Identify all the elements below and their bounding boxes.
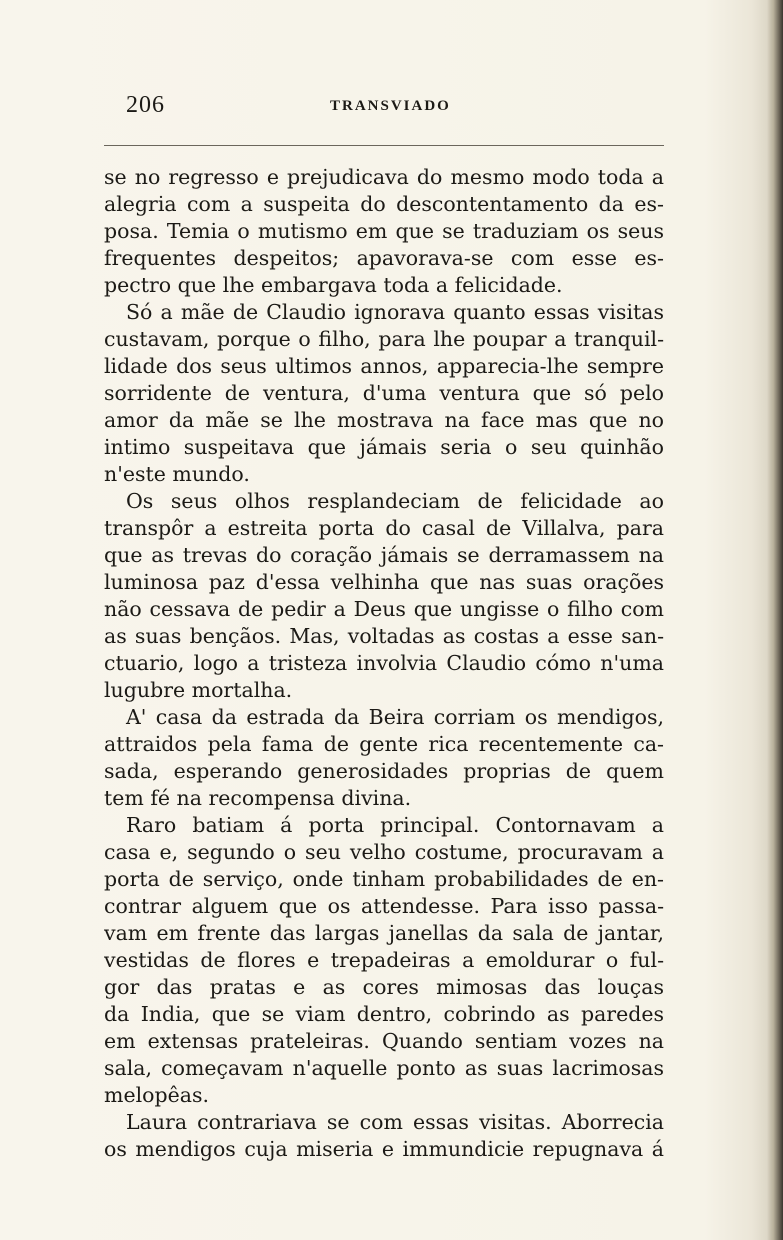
text-line: da India, que se viam dentro, cobrindo as paredes xyxy=(104,1002,664,1026)
text-line: se no regresso e prejudicava do mesmo modo toda a xyxy=(104,165,664,189)
text-line: lugubre mortalha. xyxy=(104,678,293,702)
running-title: TRANSVIADO xyxy=(330,98,451,114)
text-line: que as trevas do coração jámais se derramassem na xyxy=(104,543,664,567)
text-line: amor da mãe se lhe mostrava na face mas que no xyxy=(104,408,664,432)
text-line: lidade dos seus ultimos annos, apparecia-lhe sempre xyxy=(104,354,664,378)
text-line: não cessava de pedir a Deus que ungisse o filho com xyxy=(104,597,664,621)
text-line: em extensas prateleiras. Quando sentiam vozes na xyxy=(104,1029,664,1053)
running-head xyxy=(100,92,668,122)
text-line: gor das pratas e as cores mimosas das louças xyxy=(104,975,664,999)
text-line: Laura contrariava se com essas visitas. Aborrecia xyxy=(126,1110,664,1134)
text-line: melopêas. xyxy=(104,1083,209,1107)
text-line: Raro batiam á porta principal. Contornavam a xyxy=(126,813,664,837)
header-rule xyxy=(104,145,664,146)
text-line: as suas bençãos. Mas, voltadas as costas a esse san- xyxy=(104,624,664,648)
text-line: os mendigos cuja miseria e immundicie repugnava á xyxy=(104,1137,664,1161)
text-line: Só a mãe de Claudio ignorava quanto essas visitas xyxy=(126,300,664,324)
text-line: custavam, porque o filho, para lhe poupar a tranquil- xyxy=(104,327,664,351)
page-number: 206 xyxy=(126,92,165,118)
text-line: sada, esperando generosidades proprias de quem xyxy=(104,759,664,783)
text-line: posa. Temia o mutismo em que se traduziam os seus xyxy=(104,219,664,243)
text-line: sorridente de ventura, d'uma ventura que só pelo xyxy=(104,381,664,405)
text-line: sala, começavam n'aquelle ponto as suas lacrimosas xyxy=(104,1056,664,1080)
text-line: vam em frente das largas janellas da sala de jantar, xyxy=(104,921,664,945)
text-line: ctuario, logo a tristeza involvia Claudio cómo n'uma xyxy=(104,651,664,675)
text-line: A' casa da estrada da Beira corriam os mendigos, xyxy=(126,705,664,729)
text-line: frequentes despeitos; apavorava-se com esse es- xyxy=(104,246,664,270)
text-line: pectro que lhe embargava toda a felicidade. xyxy=(104,273,563,297)
text-line: contrar alguem que os attendesse. Para isso passa- xyxy=(104,894,664,918)
text-line: alegria com a suspeita do descontentamento da es- xyxy=(104,192,664,216)
text-line: attraidos pela fama de gente rica recentemente ca- xyxy=(104,732,664,756)
body-text xyxy=(104,164,664,1163)
text-line: luminosa paz d'essa velhinha que nas suas orações xyxy=(104,570,664,594)
text-line: casa e, segundo o seu velho costume, procuravam a xyxy=(104,840,664,864)
text-line: n'este mundo. xyxy=(104,462,250,486)
text-line: porta de serviço, onde tinham probabilidades de en- xyxy=(104,867,664,891)
page-spine-shadow xyxy=(767,0,783,1240)
text-line: intimo suspeitava que jámais seria o seu quinhão xyxy=(104,435,664,459)
text-line: vestidas de flores e trepadeiras a emoldurar o ful- xyxy=(104,948,664,972)
text-line: tem fé na recompensa divina. xyxy=(104,786,412,810)
text-line: Os seus olhos resplandeciam de felicidade ao xyxy=(126,489,664,513)
text-line: transpôr a estreita porta do casal de Villalva, para xyxy=(104,516,664,540)
